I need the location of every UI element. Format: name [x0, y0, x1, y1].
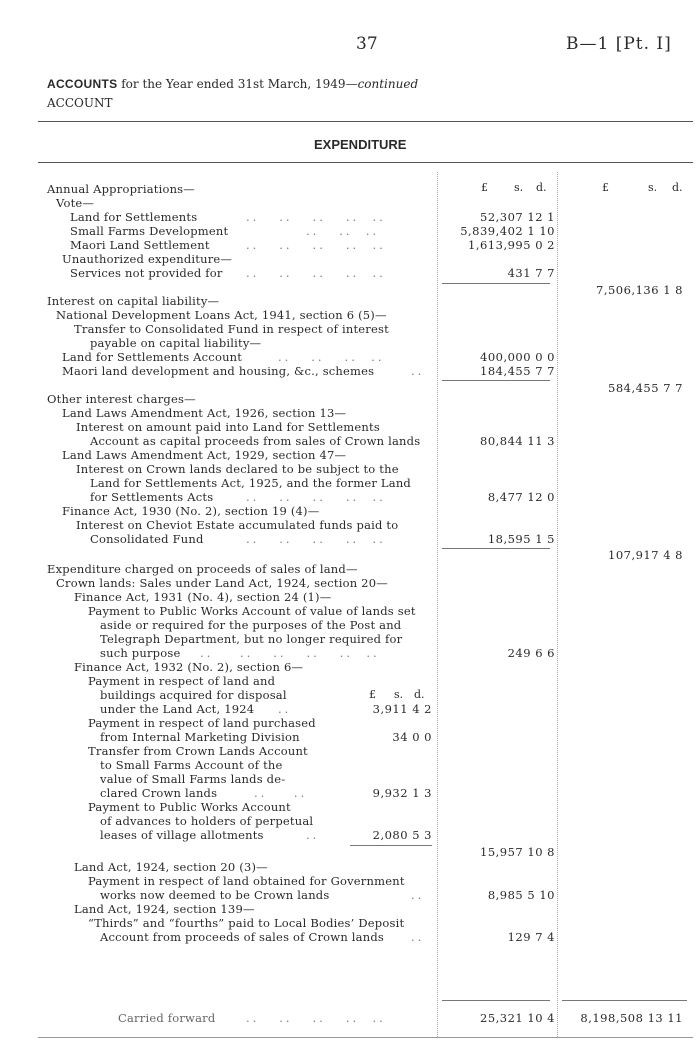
section-total: 107,917 4 8 — [608, 548, 683, 562]
line-amount: 15,957 10 8 — [480, 845, 555, 859]
line-text: aside or required for the purposes of the Post and — [100, 618, 402, 632]
leader-dots: .. .. .. .. .. — [246, 1011, 386, 1025]
document-reference: B—1 [Pt. I] — [566, 34, 672, 54]
line-text: Land Act, 1924, section 20 (3)— — [74, 860, 268, 874]
line-amount: 249 6 6 — [507, 646, 555, 660]
col1-pounds-header: £ — [481, 181, 488, 194]
line-text: Expenditure charged on proceeds of sales of land— — [47, 562, 358, 576]
line-amount: 431 7 7 — [507, 266, 555, 280]
line-text: Transfer from Crown Lands Account — [88, 744, 308, 758]
line-text: leases of village allotments — [100, 828, 264, 842]
leader-dots: .. .. .. .. .. .. — [200, 646, 380, 660]
line-text: to Small Farms Account of the — [100, 758, 283, 772]
accounts-continued: —continued — [345, 77, 419, 91]
leader-dots: .. .. .. .. .. — [246, 238, 386, 252]
sub-amount: 2,080 5 3 — [372, 828, 432, 842]
sub-amount: 9,932 1 3 — [372, 786, 432, 800]
line-text: Land for Settlements Act, 1925, and the former Land — [90, 476, 411, 490]
sub-pounds-header: £ — [369, 688, 376, 701]
line-text: Interest on amount paid into Land for Settlements — [76, 420, 380, 434]
subtotal-rule — [442, 548, 550, 549]
section-title: EXPENDITURE — [314, 137, 407, 152]
leader-dots: .. .. .. .. — [278, 350, 385, 364]
line-text: Payment in respect of land purchased — [88, 716, 316, 730]
line-text: Services not provided for — [70, 266, 223, 280]
col2-pence-header: d. — [672, 181, 683, 194]
col1-shillings-header: s. — [514, 181, 524, 194]
line-text: Finance Act, 1930 (No. 2), section 19 (4)— — [62, 504, 320, 518]
section-total: 7,506,136 1 8 — [596, 283, 683, 297]
col1-pence-header: d. — [536, 181, 547, 194]
sub-amount: 3,911 4 2 — [372, 702, 432, 716]
line-text: Telegraph Department, but no longer required for — [100, 632, 403, 646]
accounts-label: ACCOUNTS — [47, 77, 118, 91]
line-text: Annual Appropriations— — [47, 182, 195, 196]
line-text: “Thirds” and “fourths” paid to Local Bodies’ Deposit — [88, 916, 405, 930]
leader-dots: .. .. .. .. .. — [246, 210, 386, 224]
line-amount: 8,985 5 10 — [487, 888, 555, 902]
line-text: Interest on Crown lands declared to be subject to the — [76, 462, 399, 476]
line-text: Interest on capital liability— — [47, 294, 220, 308]
leader-dots: .. — [411, 930, 425, 944]
line-text: buildings acquired for disposal — [100, 688, 287, 702]
bottom-rule — [38, 1037, 693, 1038]
carried-rule-1 — [442, 1000, 550, 1001]
line-text: National Development Loans Act, 1941, section 6 (5)— — [56, 308, 387, 322]
col2-shillings-header: s. — [648, 181, 658, 194]
leader-dots: .. — [411, 888, 425, 902]
account-subheading: ACCOUNT — [47, 96, 113, 110]
line-text: Unauthorized expenditure— — [62, 252, 233, 266]
line-text: Land Act, 1924, section 139— — [74, 902, 255, 916]
line-text: Vote— — [56, 196, 95, 210]
leader-dots: .. .. .. — [306, 224, 380, 238]
leader-dots: .. .. — [254, 786, 308, 800]
line-amount: 400,000 0 0 — [480, 350, 555, 364]
line-amount: 129 7 4 — [507, 930, 555, 944]
column-divider-2 — [557, 172, 558, 1037]
line-text: Other interest charges— — [47, 392, 196, 406]
subtotal-rule — [442, 283, 550, 284]
line-text: Finance Act, 1931 (No. 4), section 24 (1)— — [74, 590, 332, 604]
leader-dots: .. — [411, 364, 425, 378]
line-text: Account from proceeds of sales of Crown lands — [100, 930, 384, 944]
line-amount: 80,844 11 3 — [480, 434, 555, 448]
line-text: Land for Settlements Account — [62, 350, 243, 364]
leader-dots: .. .. .. .. .. — [246, 532, 386, 546]
col2-pounds-header: £ — [602, 181, 609, 194]
carried-forward-total: 8,198,508 13 11 — [580, 1011, 683, 1025]
carried-rule-2 — [562, 1000, 687, 1001]
line-text: works now deemed to be Crown lands — [100, 888, 330, 902]
line-text: Land Laws Amendment Act, 1929, section 47— — [62, 448, 347, 462]
line-text: Account as capital proceeds from sales of Crown lands — [90, 434, 421, 448]
line-text: from Internal Marketing Division — [100, 730, 300, 744]
page-number: 37 — [356, 34, 378, 54]
carried-forward-amount: 25,321 10 4 — [480, 1011, 555, 1025]
line-text: clared Crown lands — [100, 786, 218, 800]
subtotal-rule — [442, 380, 550, 381]
line-text: Small Farms Development — [70, 224, 229, 238]
sub-amount: 34 0 0 — [392, 730, 432, 744]
line-amount: 184,455 7 7 — [480, 364, 555, 378]
leader-dots: .. — [278, 702, 292, 716]
sub-shillings-header: s. — [394, 688, 404, 701]
leader-dots: .. .. .. .. .. — [246, 490, 386, 504]
column-divider-1 — [437, 172, 438, 1037]
line-amount: 8,477 12 0 — [487, 490, 555, 504]
carried-forward-label: Carried forward — [118, 1011, 216, 1025]
line-amount: 1,613,995 0 2 — [468, 238, 555, 252]
line-text: Maori land development and housing, &c., schemes — [62, 364, 375, 378]
sub-rule — [350, 845, 432, 846]
line-text: Payment to Public Works Account — [88, 800, 291, 814]
line-text: of advances to holders of perpetual — [100, 814, 314, 828]
line-text: Crown lands: Sales under Land Act, 1924, section 20— — [56, 576, 388, 590]
title-rule — [38, 162, 693, 163]
line-text: Land Laws Amendment Act, 1926, section 13— — [62, 406, 347, 420]
line-text: such purpose — [100, 646, 181, 660]
line-text: Consolidated Fund — [90, 532, 204, 546]
leader-dots: .. .. .. .. .. — [246, 266, 386, 280]
sub-pence-header: d. — [414, 688, 425, 701]
leader-dots: .. — [306, 828, 320, 842]
line-amount: 52,307 12 1 — [480, 210, 555, 224]
line-text: value of Small Farms lands de- — [100, 772, 286, 786]
line-text: for Settlements Acts — [90, 490, 214, 504]
line-text: Payment to Public Works Account of value of lands set — [88, 604, 416, 618]
line-text: Transfer to Consolidated Fund in respect of interest — [74, 322, 389, 336]
accounts-heading — [47, 77, 418, 91]
accounts-text: for the Year ended 31st March, 1949 — [117, 77, 346, 91]
line-text: Interest on Cheviot Estate accumulated funds paid to — [76, 518, 399, 532]
line-text: payable on capital liability— — [90, 336, 262, 350]
line-text: Land for Settlements — [70, 210, 198, 224]
line-text: Finance Act, 1932 (No. 2), section 6— — [74, 660, 304, 674]
line-text: Payment in respect of land and — [88, 674, 276, 688]
line-text: under the Land Act, 1924 — [100, 702, 255, 716]
line-text: Payment in respect of land obtained for Government — [88, 874, 405, 888]
line-amount: 5,839,402 1 10 — [460, 224, 555, 238]
top-rule — [38, 121, 693, 122]
line-amount: 18,595 1 5 — [487, 532, 555, 546]
section-total: 584,455 7 7 — [608, 381, 683, 395]
line-text: Maori Land Settlement — [70, 238, 210, 252]
